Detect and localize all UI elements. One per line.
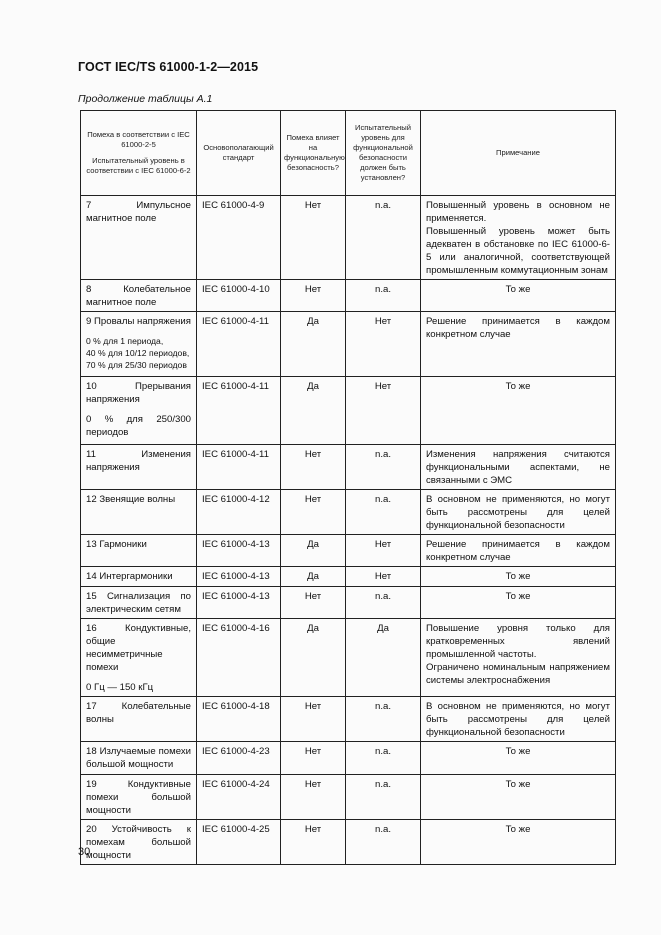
cell-affects-safety: Да <box>281 567 346 587</box>
table-row <box>81 697 616 742</box>
cell-note <box>421 587 616 619</box>
cell-affects-safety: Нет <box>281 820 346 865</box>
cell-affects-safety: Да <box>281 377 346 445</box>
cell-phenomenon <box>81 312 197 377</box>
phenomenon-label: 14 Интергармоники <box>86 571 173 582</box>
cell-standard: IEC 61000-4-13 <box>197 587 281 619</box>
cell-note <box>421 535 616 567</box>
cell-affects-safety: Да <box>281 619 346 697</box>
cell-note <box>421 697 616 742</box>
phenomenon-label: 18 Излучаемые помехи большой мощности <box>86 746 191 770</box>
cell-test-level-required: Да <box>346 619 421 697</box>
cell-note <box>421 567 616 587</box>
table-row <box>81 377 616 445</box>
column-header-line: Испытательный уровень для функциональной безопасности должен быть установлен? <box>353 123 413 182</box>
cell-standard: IEC 61000-4-12 <box>197 490 281 535</box>
cell-standard: IEC 61000-4-13 <box>197 567 281 587</box>
cell-standard: IEC 61000-4-16 <box>197 619 281 697</box>
cell-affects-safety: Нет <box>281 490 346 535</box>
column-header-line: Основополагающий стандарт <box>203 143 274 162</box>
phenomenon-label: 11 Изменения напряжения <box>86 449 191 473</box>
cell-test-level-required: n.a. <box>346 820 421 865</box>
cell-note <box>421 490 616 535</box>
cell-standard: IEC 61000-4-24 <box>197 775 281 820</box>
phenomenon-label: 10 Прерывания напряжения <box>86 381 191 405</box>
note-text: Решение принимается в каждом конкретном случае <box>426 316 610 340</box>
document-title: ГОСТ IEC/TS 61000-1-2—2015 <box>78 60 259 74</box>
cell-phenomenon <box>81 697 197 742</box>
cell-standard: IEC 61000-4-11 <box>197 312 281 377</box>
column-header-line: Примечание <box>496 148 540 157</box>
table-header-row <box>81 111 616 196</box>
table-row <box>81 820 616 865</box>
table-row <box>81 587 616 619</box>
column-header-note <box>421 111 616 196</box>
cell-standard: IEC 61000-4-18 <box>197 697 281 742</box>
cell-test-level-required: Нет <box>346 377 421 445</box>
phenomenon-test-level: 0 % для 1 периода, 40 % для 10/12 периодов, 70 % для 25/30 периодов <box>86 336 190 370</box>
table-row <box>81 742 616 775</box>
cell-test-level-required: Нет <box>346 312 421 377</box>
note-text: Решение принимается в каждом конкретном случае <box>426 539 610 563</box>
note-text: То же <box>505 746 531 757</box>
cell-standard: IEC 61000-4-11 <box>197 445 281 490</box>
cell-test-level-required: n.a. <box>346 490 421 535</box>
cell-note <box>421 820 616 865</box>
cell-standard: IEC 61000-4-11 <box>197 377 281 445</box>
cell-phenomenon <box>81 587 197 619</box>
cell-test-level-required: n.a. <box>346 196 421 280</box>
cell-test-level-required: Нет <box>346 567 421 587</box>
note-text: То же <box>505 779 531 790</box>
cell-affects-safety: Нет <box>281 196 346 280</box>
note-text: В основном не применяются, но могут быть рассмотрены для целей функциональной безопасности <box>426 701 610 738</box>
cell-note <box>421 445 616 490</box>
table-row <box>81 490 616 535</box>
cell-test-level-required: Нет <box>346 535 421 567</box>
phenomenon-label: 15 Сигнализация по электрическим сетям <box>86 591 191 615</box>
phenomenon-label: 7 Импульсное магнитное поле <box>86 200 191 224</box>
cell-standard: IEC 61000-4-10 <box>197 280 281 312</box>
column-header-standard <box>197 111 281 196</box>
cell-phenomenon <box>81 377 197 445</box>
cell-phenomenon <box>81 196 197 280</box>
table-body <box>81 196 616 865</box>
cell-note <box>421 196 616 280</box>
cell-test-level-required: n.a. <box>346 697 421 742</box>
cell-note <box>421 619 616 697</box>
note-text: То же <box>505 571 531 582</box>
note-text: То же <box>505 284 531 295</box>
table-caption: Продолжение таблицы А.1 <box>78 93 213 105</box>
phenomenon-label: 13 Гармоники <box>86 539 147 550</box>
note-text: То же <box>505 824 531 835</box>
cell-phenomenon <box>81 535 197 567</box>
cell-phenomenon <box>81 445 197 490</box>
cell-note <box>421 280 616 312</box>
column-header-line: Испытательный уровень в соответствии с IEC 61000-6-2 <box>86 156 191 175</box>
cell-standard: IEC 61000-4-23 <box>197 742 281 775</box>
phenomenon-test-level: 0 Гц — 150 кГц <box>86 682 154 693</box>
cell-test-level-required: n.a. <box>346 445 421 490</box>
table-row <box>81 312 616 377</box>
cell-affects-safety: Нет <box>281 775 346 820</box>
cell-standard: IEC 61000-4-25 <box>197 820 281 865</box>
cell-test-level-required: n.a. <box>346 742 421 775</box>
cell-phenomenon <box>81 567 197 587</box>
cell-standard: IEC 61000-4-9 <box>197 196 281 280</box>
note-text: То же <box>505 591 531 602</box>
table-row <box>81 775 616 820</box>
table-row <box>81 445 616 490</box>
cell-phenomenon <box>81 280 197 312</box>
phenomenon-label: 19 Кондуктивные помехи большой мощности <box>86 779 191 816</box>
column-header-affects <box>281 111 346 196</box>
table-row <box>81 280 616 312</box>
phenomenon-label: 17 Колебательные волны <box>86 701 191 725</box>
table-row <box>81 567 616 587</box>
note-text: В основном не применяются, но могут быть рассмотрены для целей функциональной безопасности <box>426 494 610 531</box>
cell-standard: IEC 61000-4-13 <box>197 535 281 567</box>
note-text: То же <box>505 381 531 392</box>
column-header-line: Помеха влияет на функциональную безопасность? <box>284 133 345 172</box>
cell-note <box>421 775 616 820</box>
phenomenon-label: 16 Кондуктивные, общие несимметричные помехи <box>86 623 191 673</box>
note-text: Повышение уровня только для кратковременных явлений промышленной частоты. <box>426 623 610 660</box>
phenomenon-label: 8 Колебательное магнитное поле <box>86 284 191 308</box>
phenomenon-label: 20 Устойчивость к помехам большой мощности <box>86 824 191 861</box>
cell-phenomenon <box>81 742 197 775</box>
table-row <box>81 196 616 280</box>
column-header-test-level <box>346 111 421 196</box>
cell-phenomenon <box>81 490 197 535</box>
cell-phenomenon <box>81 820 197 865</box>
cell-affects-safety: Нет <box>281 697 346 742</box>
cell-test-level-required: n.a. <box>346 280 421 312</box>
table-row <box>81 619 616 697</box>
note-text: Изменения напряжения считаются функциональными аспектами, не связанными с ЭМС <box>426 449 610 486</box>
column-header-phenomenon <box>81 111 197 196</box>
cell-test-level-required: n.a. <box>346 775 421 820</box>
note-text: Повышенный уровень в основном не применяется. <box>426 200 610 224</box>
cell-test-level-required: n.a. <box>346 587 421 619</box>
phenomenon-label: 12 Звенящие волны <box>86 494 176 505</box>
cell-note <box>421 377 616 445</box>
note-text-continued: Ограничено номинальным напряжением системы электроснабжения <box>426 662 610 686</box>
disturbance-table <box>80 110 616 865</box>
cell-phenomenon <box>81 619 197 697</box>
note-text-continued: Повышенный уровень может быть адекватен в обстановке по IEC 61000-6-5 или аналогичной, соответствующей промышленным коммутационным зонам <box>426 226 610 276</box>
column-header-line: Помеха в соответствии с IEC 61000-2-5 <box>87 130 190 149</box>
cell-affects-safety: Да <box>281 312 346 377</box>
page-number: 30 <box>78 846 91 858</box>
cell-phenomenon <box>81 775 197 820</box>
cell-affects-safety: Нет <box>281 445 346 490</box>
cell-affects-safety: Нет <box>281 587 346 619</box>
table-row <box>81 535 616 567</box>
cell-affects-safety: Нет <box>281 280 346 312</box>
cell-note <box>421 742 616 775</box>
phenomenon-label: 9 Провалы напряжения <box>86 316 191 327</box>
phenomenon-test-level: 0 % для 250/300 периодов <box>86 414 191 438</box>
cell-note <box>421 312 616 377</box>
cell-affects-safety: Да <box>281 535 346 567</box>
cell-affects-safety: Нет <box>281 742 346 775</box>
